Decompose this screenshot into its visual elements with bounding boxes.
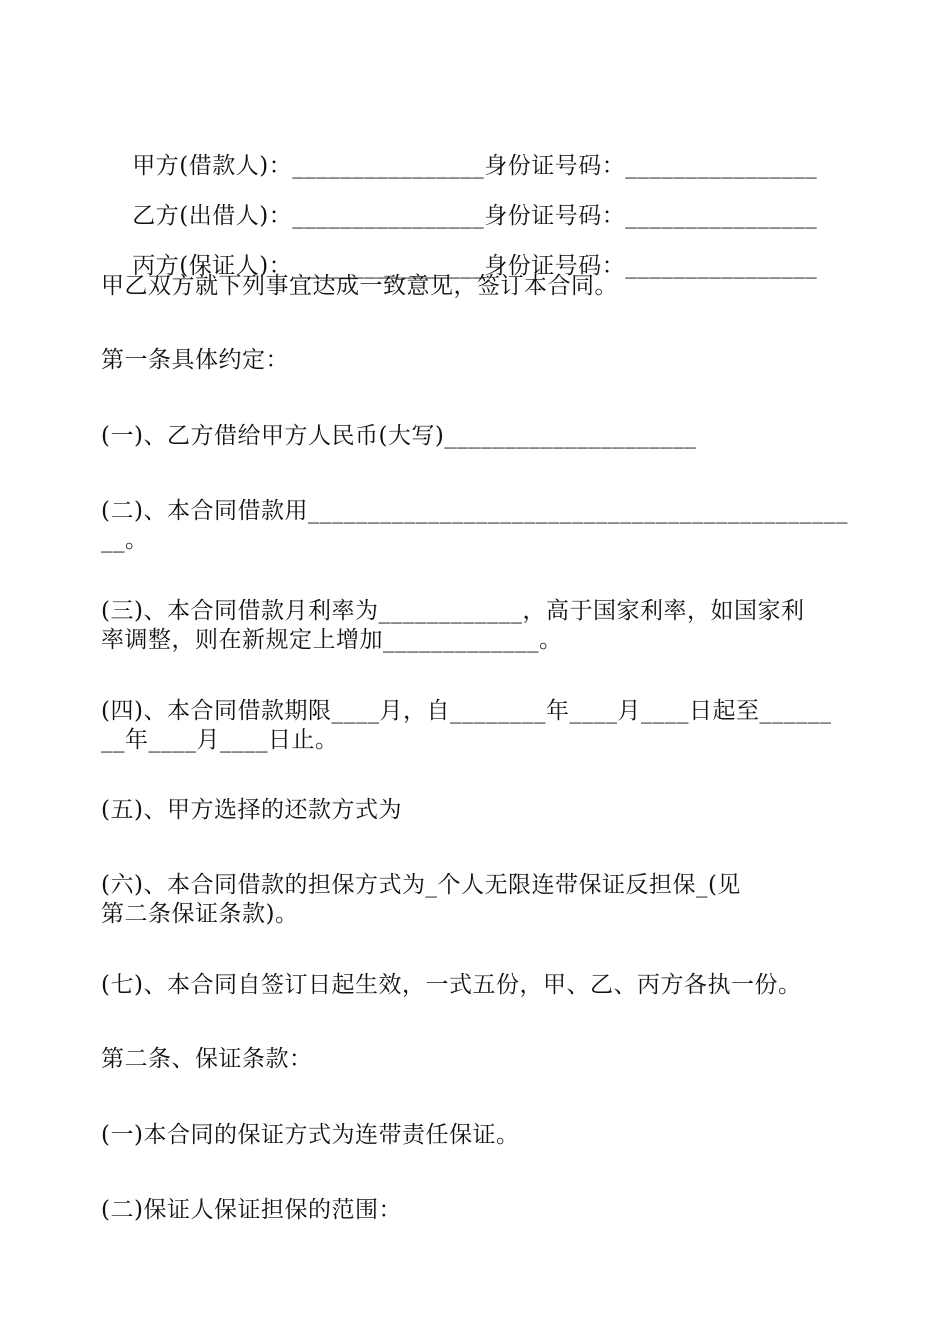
article1-item3-line1: (三)、本合同借款月利率为____________，高于国家利率，如国家利	[101, 598, 805, 624]
article2-heading: 第二条、保证条款：	[101, 1046, 313, 1072]
party-b-label: 乙方(出借人)：	[132, 203, 293, 229]
party-c-id-blank: ________________	[625, 253, 818, 279]
party-a-id-blank: ________________	[625, 153, 818, 179]
intro-paragraph: 甲乙双方就下列事宜达成一致意见，签订本合同。	[101, 273, 618, 299]
party-b-name-blank: ________________	[292, 203, 485, 229]
party-b-id-label: 身份证号码：	[484, 203, 626, 229]
party-a-id-label: 身份证号码：	[484, 153, 626, 179]
party-c-label: 丙方(保证人)：	[132, 253, 293, 279]
article1-item1: (一)、乙方借给甲方人民币(大写)_____________________	[101, 423, 697, 449]
article2-item2: (二)保证人保证担保的范围：	[101, 1197, 402, 1223]
article1-item4-line1: (四)、本合同借款期限____月，自________年____月____日起至______	[101, 698, 832, 724]
party-b-id-blank: ________________	[625, 203, 818, 229]
article1-item4-line2: __年____月____日止。	[101, 727, 339, 753]
article1-item6-line1: (六)、本合同借款的担保方式为_个人无限连带保证反担保_(见	[101, 872, 741, 898]
party-c-name-blank: ________________	[292, 253, 485, 279]
article1-heading: 第一条具体约定：	[101, 347, 289, 373]
party-c-id-label: 身份证号码：	[484, 253, 626, 279]
article1-item5: (五)、甲方选择的还款方式为	[101, 797, 402, 823]
article1-item6-line2: 第二条保证条款)。	[101, 901, 299, 927]
article1-item3-line2: 率调整，则在新规定上增加_____________。	[101, 627, 563, 653]
article1-item7: (七)、本合同自签订日起生效，一式五份，甲、乙、丙方各执一份。	[101, 972, 802, 998]
party-a-label: 甲方(借款人)：	[132, 153, 293, 179]
article1-item2-line1: (二)、本合同借款用_____________________________________________	[101, 498, 848, 524]
article2-item1: (一)本合同的保证方式为连带责任保证。	[101, 1122, 520, 1148]
party-a-name-blank: ________________	[292, 153, 485, 179]
article1-item2-line2: __。	[101, 527, 149, 553]
contract-page	[101, 0, 851, 1344]
